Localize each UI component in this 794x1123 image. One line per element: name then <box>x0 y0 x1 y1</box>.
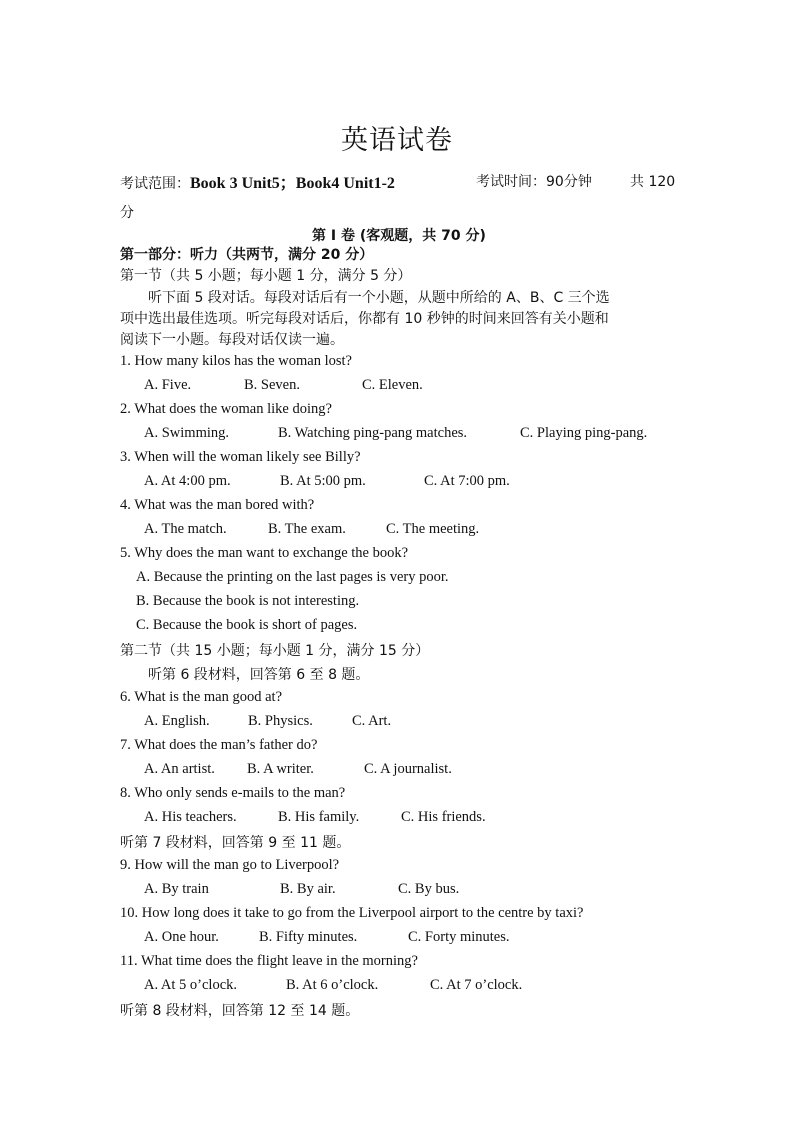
option-a: A. At 4:00 pm. <box>144 473 231 489</box>
option-c: C. At 7 o’clock. <box>430 977 523 993</box>
option-a: A. At 5 o’clock. <box>144 977 238 993</box>
option-a: A. His teachers. <box>144 809 237 825</box>
option-b: B. Fifty minutes. <box>259 929 358 945</box>
option-c: C. Forty minutes. <box>408 929 510 945</box>
option-a: A. The match. <box>144 521 227 537</box>
option-b: B. Seven. <box>244 377 300 393</box>
instruction-line-1: 听下面 5 段对话。每段对话后有一个小题，从题中所给的 A、B、C 三个选 <box>148 290 610 306</box>
option-c: C. Because the book is short of pages. <box>136 617 358 633</box>
exam-scope <box>120 170 395 193</box>
scope-value: Book 3 Unit5；Book4 Unit1-2 <box>190 175 395 192</box>
exam-title: 英语试卷 <box>341 125 453 156</box>
material-6-heading: 听第 6 段材料，回答第 6 至 8 题。 <box>148 667 370 683</box>
exam-total: 共 120 <box>630 174 676 190</box>
option-a: A. Swimming. <box>144 425 229 441</box>
option-c: C. The meeting. <box>386 521 480 537</box>
option-b: B. At 5:00 pm. <box>280 473 366 489</box>
question-6: 6. What is the man good at? <box>120 689 283 705</box>
option-b: B. Physics. <box>248 713 313 729</box>
option-b: B. By air. <box>280 881 336 897</box>
question-11: 11. What time does the flight leave in the morning? <box>120 953 418 969</box>
volume-title: 第 I 卷 (客观题，共 70 分) <box>312 228 486 244</box>
question-2: 2. What does the woman like doing? <box>120 401 332 417</box>
question-9: 9. How will the man go to Liverpool? <box>120 857 340 873</box>
option-a: A. One hour. <box>144 929 219 945</box>
material-7-heading: 听第 7 段材料，回答第 9 至 11 题。 <box>120 835 351 851</box>
question-5: 5. Why does the man want to exchange the book? <box>120 545 409 561</box>
exam-total-unit: 分 <box>120 205 134 221</box>
question-10: 10. How long does it take to go from the Liverpool airport to the centre by taxi? <box>120 905 584 921</box>
scope-label: 考试范围： <box>120 176 190 192</box>
option-c: C. A journalist. <box>364 761 452 777</box>
option-b: B. Because the book is not interesting. <box>136 593 360 609</box>
question-4: 4. What was the man bored with? <box>120 497 315 513</box>
option-a: A. An artist. <box>144 761 215 777</box>
option-c: C. Eleven. <box>362 377 423 393</box>
section-one-heading: 第一节（共 5 小题；每小题 1 分，满分 5 分） <box>120 268 412 284</box>
instruction-line-3: 阅读下一小题。每段对话仅读一遍。 <box>120 332 344 348</box>
instruction-line-2: 项中选出最佳选项。听完每段对话后，你都有 10 秒钟的时间来回答有关小题和 <box>120 311 609 327</box>
option-b: B. A writer. <box>247 761 314 777</box>
question-1: 1. How many kilos has the woman lost? <box>120 353 352 369</box>
option-b: B. The exam. <box>268 521 346 537</box>
option-c: C. At 7:00 pm. <box>424 473 510 489</box>
option-a: A. Because the printing on the last pages is very poor. <box>136 569 449 585</box>
option-c: C. Art. <box>352 713 392 729</box>
question-8: 8. Who only sends e-mails to the man? <box>120 785 346 801</box>
exam-time: 考试时间：90分钟 <box>476 174 592 190</box>
section-two-heading: 第二节（共 15 小题；每小题 1 分，满分 15 分） <box>120 643 430 659</box>
option-b: B. His family. <box>278 809 360 825</box>
option-c: C. By bus. <box>398 881 460 897</box>
option-c: C. His friends. <box>401 809 486 825</box>
question-3: 3. When will the woman likely see Billy? <box>120 449 361 465</box>
part-one-heading: 第一部分：听力（共两节，满分 20 分） <box>120 247 374 263</box>
option-a: A. Five. <box>144 377 192 393</box>
question-7: 7. What does the man’s father do? <box>120 737 318 753</box>
option-b: B. Watching ping-pang matches. <box>278 425 468 441</box>
option-a: A. By train <box>144 881 209 897</box>
material-8-heading: 听第 8 段材料，回答第 12 至 14 题。 <box>120 1003 360 1019</box>
option-c: C. Playing ping-pang. <box>520 425 648 441</box>
option-a: A. English. <box>144 713 210 729</box>
option-b: B. At 6 o’clock. <box>286 977 379 993</box>
